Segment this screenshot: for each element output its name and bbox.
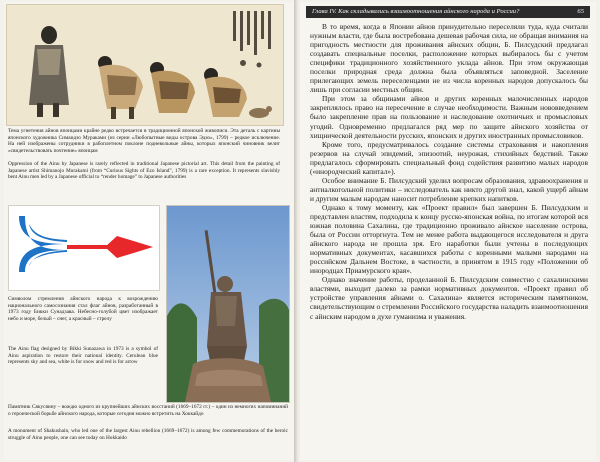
page-number: 65 <box>577 8 584 15</box>
paragraph: Однако значение работы, проделанной Б. Пилсудским совместно с сахалинскими властями, выходит далеко за рамки нормативных документов. «Проект правил об устройстве управления айнами о. Сахалина» является историческим памятником, свидетельствующим о стремлении Российского государства наладить взаимоотношения с айнским народом в духе гуманизма и уважения. <box>310 275 588 321</box>
painting-artwork <box>7 5 283 125</box>
paragraph: Особое внимание Б. Пилсудский уделил вопросам образования, здравоохранения и антиалкогольной политики – исследователь как никто другой знал, какой ущерб айнам и другим малым народам наносит потребление крепких напитков. <box>310 175 588 203</box>
paragraph: При этом за общинами айнов и других коренных малочисленных народов закреплялось право на пересечение в случае необходимости. Важным нововведением было закрепление прав на пользование и наследование охотничьих и промысловых угодий. Одновременно предлагался ряд мер по защите айнского хозяйства от хищнической деятельности русских, японских и других иностранных промысловиков. <box>310 94 588 140</box>
running-header <box>306 6 590 18</box>
monument-caption-en: A monument of Shakushain, who led one of the largest Ainu rebellion (1669–1672) is among few commemorations of the heroic struggle of Ainu people, one can see today on Hokkaido <box>8 428 288 441</box>
flag-caption-ru: Символом стремления айнского народа к возрождению национального самосознания стал флаг айнов, разработанный в 1973 году Бикки Сунадзава. Небесно-голубой цвет изображает небо и море, белый – снег, а красный – стрелу <box>8 296 158 322</box>
paragraph: В то время, когда в Японии айнов принудительно переселяли туда, куда считали нужным власти, где была востребована дешевая рабочая сила, не обращая внимания на пригодность местности для проживания айнских общин, Б. Пилсудский предлагал создавать специальные поселки, расположение которых выбиралось бы с учетом специфики традиционного хозяйственного уклада айнов. При этом окружающая поселки природная среда должна была объявляться заповедной. Заселение прилегающих земель переселенцами не из числа коренных народов допускалось бы лишь при согласии местных общин. <box>310 22 588 95</box>
ainu-flag <box>9 206 159 290</box>
monument-caption-ru: Памятник Сякусяину – вождю одного из крупнейших айнских восстаний (1669–1672 гг.) – один из немногих напоминаний о героической борьбе айнского народа, которые сегодня можно встретить на Хоккайдо <box>8 404 288 417</box>
shakushain-monument-photo <box>166 205 290 403</box>
paragraph: Кроме того, предусматривалось создание системы страхования и накопления резервов на случай эпидемий, эпизоотий, неурожая, стихийных бедствий. Также предлагалось сформировать специальный фонд содействия развитию малых народов («инородческий капитал»). <box>310 139 588 176</box>
painting-caption-en: Oppression of the Ainu by Japanese is rarely reflected in traditional Japanese pictorial art. This detail from the painting of Japanese artist Shimanojo Murakami (from “Curious Sights of Ezo Island”, 1799) is a rare exception. It represents slavishly bent Ainu men led by a Japanese official to “render homage” to Japanese authorities <box>8 161 280 181</box>
painting-caption-ru: Тема угнетения айнов японцами крайне редко встречается в традиционной японской живописи. Эта деталь с картины японского художника Симаидзо Мураками (из серии «Любопытные виды острова Эдзо», 1799) – редкое исключение. На ней изображены сотрудники в рабоплетном поклоне подневольные айны, которых японский чиновник велит «свидетельствовать почтение» японцам <box>8 128 280 154</box>
paragraph: Однако к тому моменту, как «Проект правил» был завершен Б. Пилсудским и представлен властям, подходила к концу русско-японская война, по итогам которой вся южная половина Сахалина, где традиционно проживало айнское население острова, была от России отторгнута. Тем не менее работа выдающегося исследователя и друга айнского народа не прошла зря. Его наработки были учтены в последующих нормативных документах, касавшихся работы с коренными малыми народами на российском Дальнем Востоке, в частности, в принятом в 1915 году «Положении об инородцах Приамурского края». <box>310 202 588 276</box>
monument-photo <box>167 206 289 402</box>
chapter-title: Глава IV. Как складывались взаимоотношения айнского народа и России? <box>312 8 520 15</box>
flag-caption-en: The Ainu flag designed by Bikki Sunazawa in 1973 is a symbol of Ainu aspiration to restore their national identity. Cerulean blue represents sky and sea, white is for snow and red is for arrow <box>8 346 158 366</box>
ainu-flag-illustration <box>8 205 160 291</box>
japanese-painting-illustration <box>6 4 284 126</box>
body-text <box>310 22 588 321</box>
